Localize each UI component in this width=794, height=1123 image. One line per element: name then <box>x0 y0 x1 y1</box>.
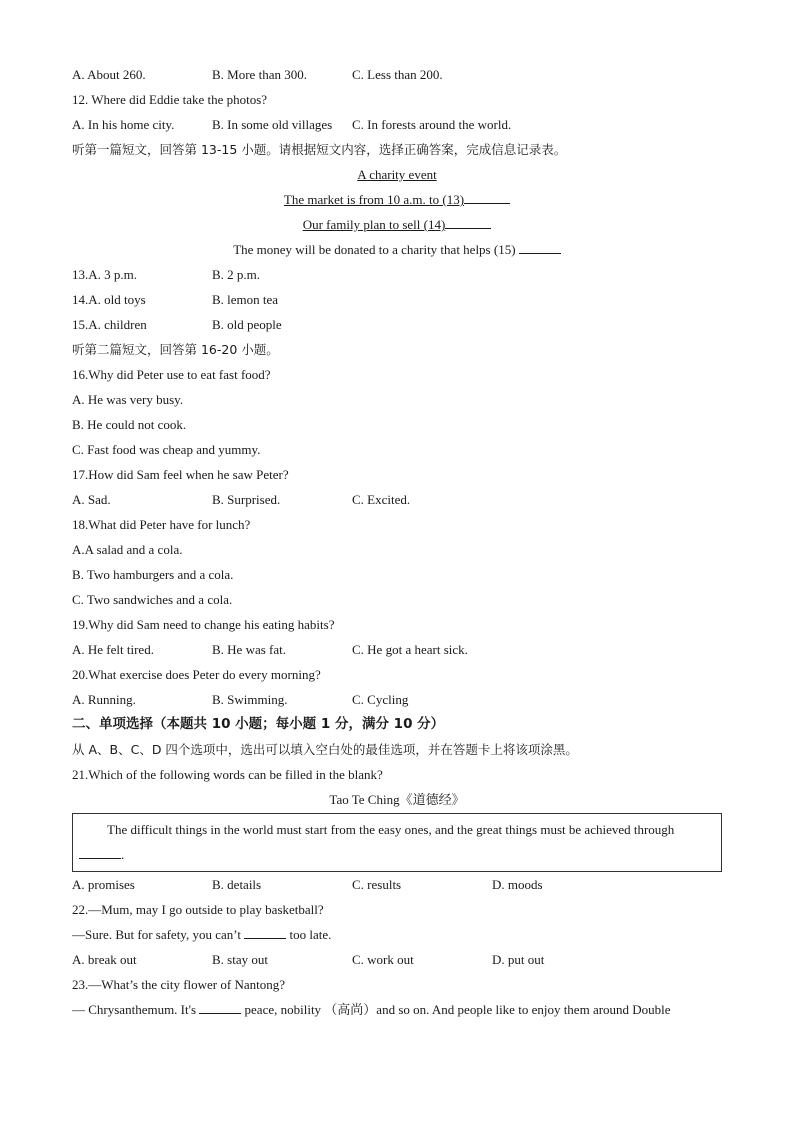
q21-option-a[interactable]: A. promises <box>72 877 135 892</box>
blank-13 <box>464 189 510 204</box>
q17-option-a[interactable]: A. Sad. <box>72 492 111 507</box>
q22-option-b[interactable]: B. stay out <box>212 952 268 967</box>
section2-instruction: 从 A、B、C、D 四个选项中，选出可以填入空白处的最佳选项，并在答题卡上将该项涂黑。 <box>72 742 578 757</box>
q21-box-title: Tao Te Ching《道德经》 <box>329 792 465 807</box>
q19-question: 19.Why did Sam need to change his eating habits? <box>72 617 335 632</box>
q21-blank <box>79 846 121 859</box>
q11-options <box>72 62 722 87</box>
q18-option-a[interactable]: A.A salad and a cola. <box>72 542 183 557</box>
q22-blank <box>244 926 286 939</box>
info-table-row-13 <box>72 187 722 212</box>
info-row-13-text: The market is from 10 a.m. to (13) <box>283 192 465 207</box>
q22-answer <box>72 922 722 947</box>
q22-answer-pre: —Sure. But for safety, you can’t <box>72 927 241 942</box>
q14-option-b[interactable]: B. lemon tea <box>212 292 279 307</box>
q21-quote-text <box>79 817 715 842</box>
q21-option-d[interactable]: D. moods <box>492 877 543 892</box>
section2-heading: 二、单项选择（本题共 10 小题；每小题 1 分，满分 10 分） <box>72 716 445 732</box>
q16-option-b[interactable]: B. He could not cook. <box>72 417 187 432</box>
passage2-instruction: 听第二篇短文，回答第 16-20 小题。 <box>72 342 279 357</box>
q12-option-a[interactable]: A. In his home city. <box>72 117 175 132</box>
q16-question: 16.Why did Peter use to eat fast food? <box>72 367 271 382</box>
q23-answer <box>72 997 722 1022</box>
q20-option-b[interactable]: B. Swimming. <box>212 692 288 707</box>
q20-option-c[interactable]: C. Cycling <box>352 692 409 707</box>
q13-option-a[interactable]: 13.A. 3 p.m. <box>72 267 137 282</box>
q11-option-b[interactable]: B. More than 300. <box>212 67 307 82</box>
q22-options <box>72 947 722 972</box>
q16-option-c[interactable]: C. Fast food was cheap and yummy. <box>72 442 261 457</box>
q22-answer-post: too late. <box>289 927 332 942</box>
q18-option-c[interactable]: C. Two sandwiches and a cola. <box>72 592 233 607</box>
q18-option-b[interactable]: B. Two hamburgers and a cola. <box>72 567 234 582</box>
info-table-row-15 <box>72 237 722 262</box>
info-table-row-14 <box>72 212 722 237</box>
q15-options <box>72 312 722 337</box>
q17-options <box>72 487 722 512</box>
q16-option-a[interactable]: A. He was very busy. <box>72 392 184 407</box>
q20-options <box>72 687 722 712</box>
q23-answer-post: peace, nobility （高尚）and so on. And people like to enjoy them around Double <box>244 1002 671 1017</box>
q18-question: 18.What did Peter have for lunch? <box>72 517 251 532</box>
q22-option-d[interactable]: D. put out <box>492 952 545 967</box>
q23-blank <box>199 1001 241 1014</box>
q15-option-a[interactable]: 15.A. children <box>72 317 147 332</box>
q12-option-b[interactable]: B. In some old villages <box>212 117 333 132</box>
q17-option-c[interactable]: C. Excited. <box>352 492 411 507</box>
q17-question: 17.How did Sam feel when he saw Peter? <box>72 467 289 482</box>
q21-quote-box <box>72 813 722 872</box>
q20-question: 20.What exercise does Peter do every morning? <box>72 667 321 682</box>
q21-question: 21.Which of the following words can be filled in the blank? <box>72 767 383 782</box>
q13-option-b[interactable]: B. 2 p.m. <box>212 267 261 282</box>
q12-question: 12. Where did Eddie take the photos? <box>72 92 268 107</box>
q19-option-a[interactable]: A. He felt tired. <box>72 642 154 657</box>
q11-option-a[interactable]: A. About 260. <box>72 67 146 82</box>
q21-option-b[interactable]: B. details <box>212 877 262 892</box>
q15-option-b[interactable]: B. old people <box>212 317 282 332</box>
blank-14 <box>445 214 491 229</box>
q19-option-c[interactable]: C. He got a heart sick. <box>352 642 468 657</box>
info-table-title <box>72 162 722 187</box>
q22-option-c[interactable]: C. work out <box>352 952 414 967</box>
info-table-title-text: A charity event <box>357 167 437 182</box>
q11-option-c[interactable]: C. Less than 200. <box>352 67 443 82</box>
q22-question: 22.—Mum, may I go outside to play basketball? <box>72 902 324 917</box>
q21-options <box>72 872 722 897</box>
q17-option-b[interactable]: B. Surprised. <box>212 492 281 507</box>
q21-quote-end-line <box>79 842 715 867</box>
q12-option-c[interactable]: C. In forests around the world. <box>352 117 512 132</box>
q23-answer-pre: — Chrysanthemum. It's <box>72 1002 197 1017</box>
q21-quote-end: . <box>121 847 125 862</box>
info-row-14-text: Our family plan to sell (14) <box>302 217 446 232</box>
q21-option-c[interactable]: C. results <box>352 877 402 892</box>
q13-options <box>72 262 722 287</box>
q14-options <box>72 287 722 312</box>
q12-options <box>72 112 722 137</box>
q14-option-a[interactable]: 14.A. old toys <box>72 292 146 307</box>
q19-option-b[interactable]: B. He was fat. <box>212 642 287 657</box>
q22-option-a[interactable]: A. break out <box>72 952 137 967</box>
blank-15 <box>519 241 561 254</box>
info-row-15-text: The money will be donated to a charity that helps (15) <box>233 242 516 257</box>
q21-quote-body: The difficult things in the world must start from the easy ones, and the great things must be achieved through <box>107 822 675 837</box>
q23-question: 23.—What’s the city flower of Nantong? <box>72 977 285 992</box>
q19-options <box>72 637 722 662</box>
exam-page <box>72 62 722 1022</box>
q20-option-a[interactable]: A. Running. <box>72 692 136 707</box>
passage1-instruction: 听第一篇短文，回答第 13-15 小题。请根据短文内容，选择正确答案，完成信息记录表。 <box>72 142 567 157</box>
